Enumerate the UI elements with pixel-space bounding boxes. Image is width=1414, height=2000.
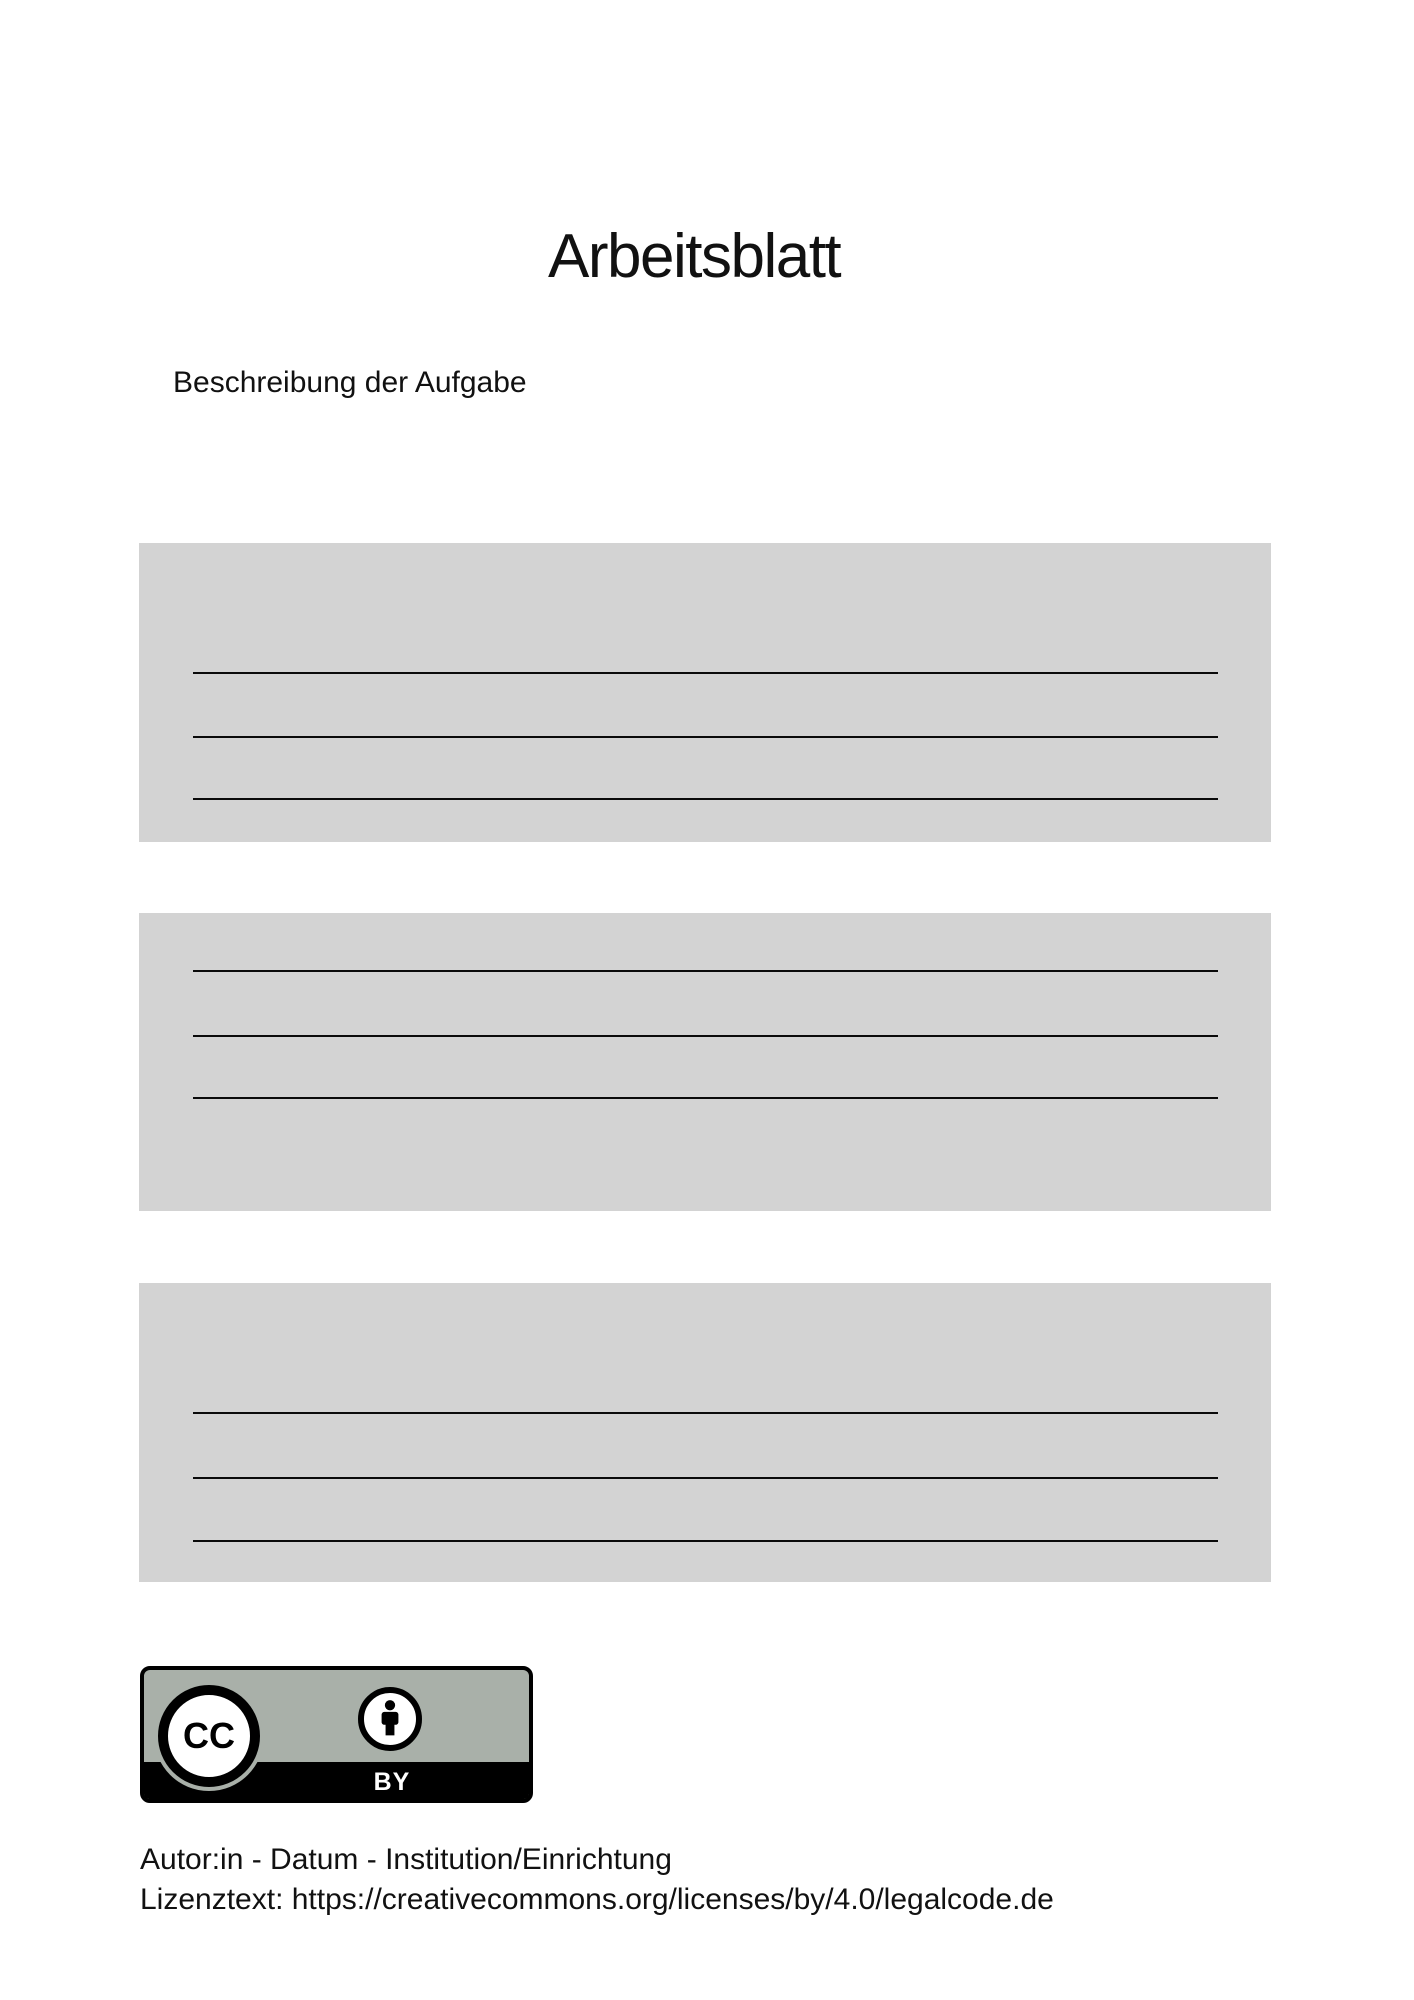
writing-line xyxy=(193,1097,1218,1099)
writing-line xyxy=(193,798,1218,800)
cc-logo-icon xyxy=(158,1685,260,1787)
writing-line xyxy=(193,1035,1218,1037)
writing-line xyxy=(193,736,1218,738)
answer-box-3 xyxy=(139,1283,1271,1582)
writing-line xyxy=(193,1540,1218,1542)
task-description: Beschreibung der Aufgabe xyxy=(173,366,527,399)
cc-by-license-badge xyxy=(140,1666,533,1803)
answer-box-2 xyxy=(139,913,1271,1211)
attribution-person-icon xyxy=(358,1687,422,1751)
badge-by-label: BY xyxy=(373,1768,411,1796)
cc-logo-text: CC xyxy=(183,1715,235,1756)
writing-line xyxy=(193,1477,1218,1479)
answer-box-1 xyxy=(139,543,1271,842)
page-title: Arbeitsblatt xyxy=(548,222,841,291)
attribution-text: Autor:in - Datum - Institution/Einrichtung xyxy=(140,1843,672,1876)
writing-line xyxy=(193,672,1218,674)
writing-line xyxy=(193,970,1218,972)
license-url-text: Lizenztext: https://creativecommons.org/licenses/by/4.0/legalcode.de xyxy=(140,1883,1054,1916)
writing-line xyxy=(193,1412,1218,1414)
